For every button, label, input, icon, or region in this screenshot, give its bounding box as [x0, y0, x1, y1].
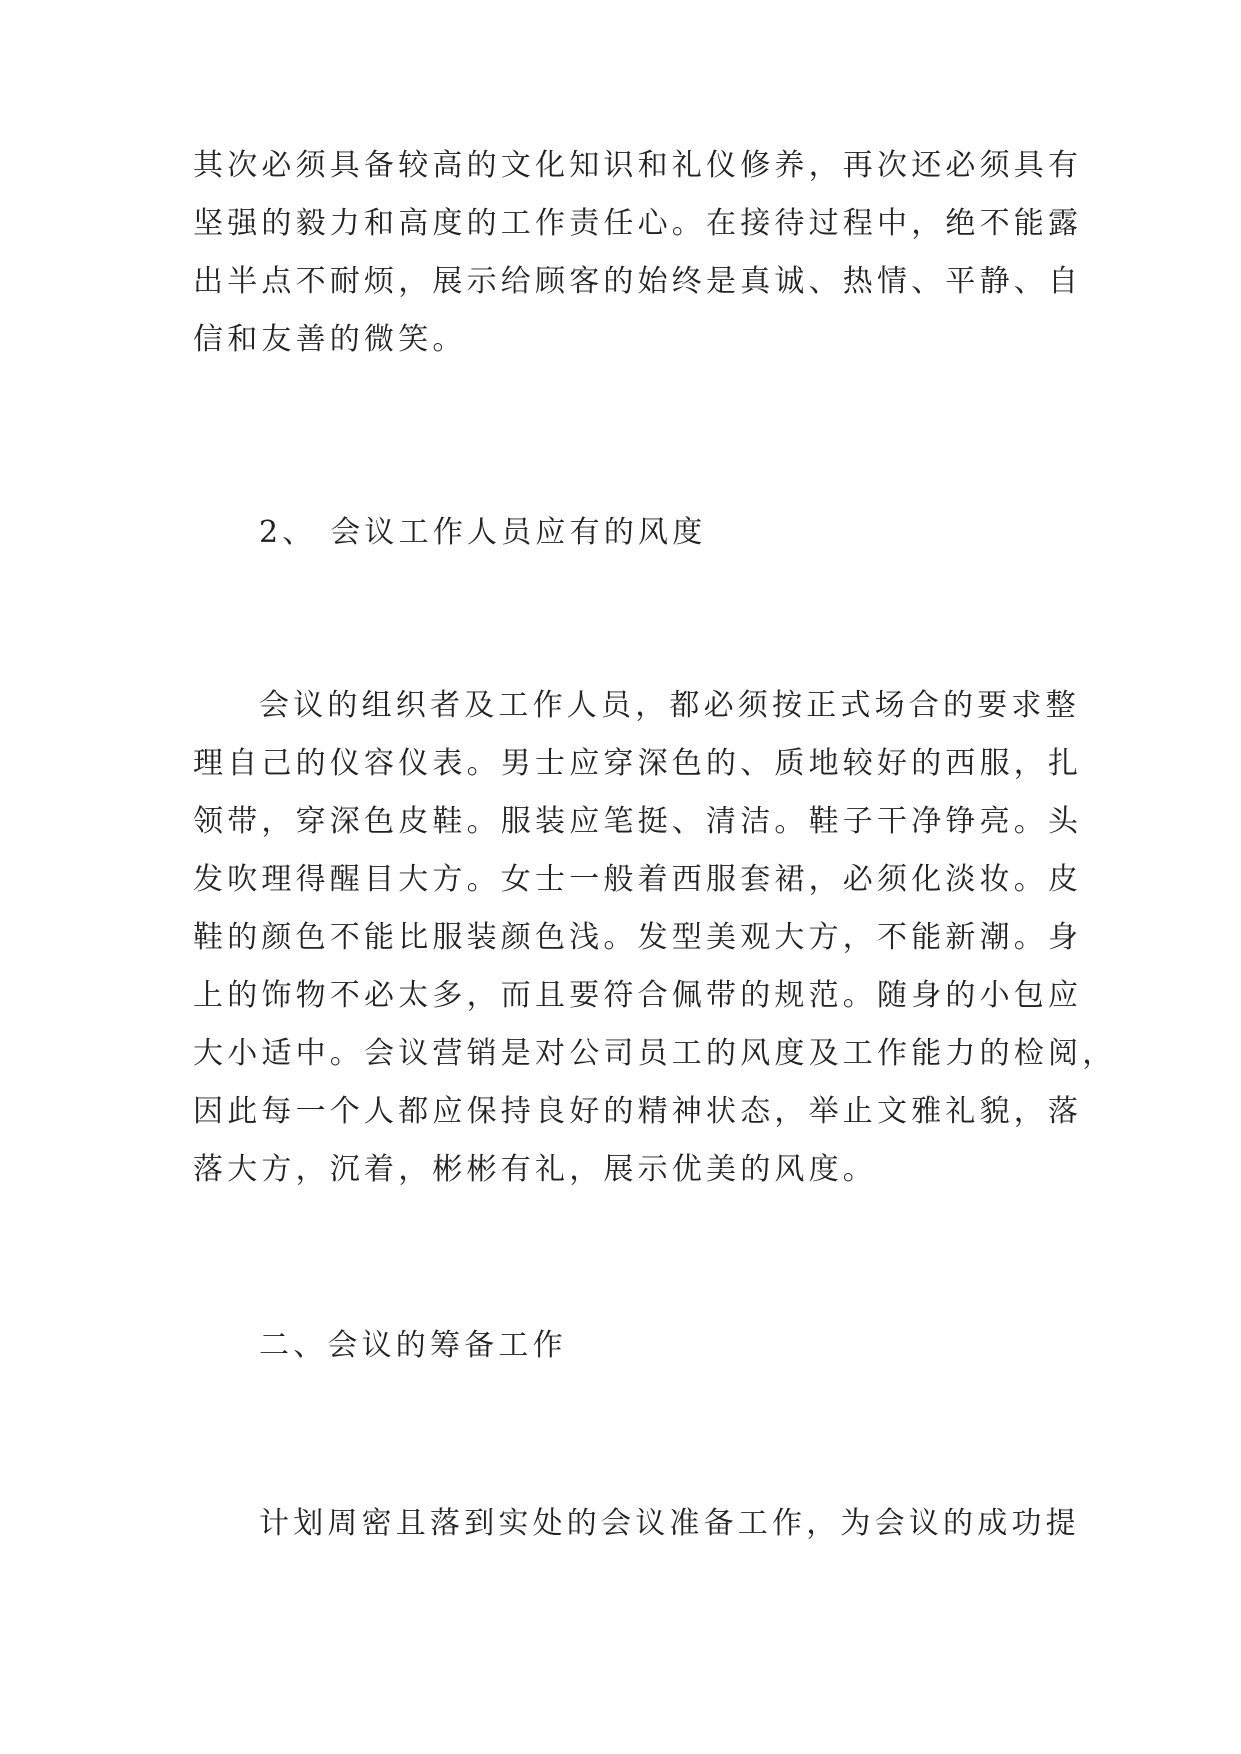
paragraph-line: 落大方，沉着，彬彬有礼，展示优美的风度。 [193, 1152, 877, 1187]
paragraph-line: 其次必须具备较高的文化知识和礼仪修养，再次还必须具有 [193, 148, 1083, 183]
paragraph-line: 领带，穿深色皮鞋。服装应笔挺、清洁。鞋子干净铮亮。头 [193, 804, 1083, 839]
paragraph-line: 信和友善的微笑。 [193, 322, 467, 357]
paragraph-line: 坚强的毅力和高度的工作责任心。在接待过程中，绝不能露 [193, 206, 1083, 241]
section-heading-3: 二、会议的筹备工作 [259, 1328, 567, 1363]
paragraph-2 [193, 677, 1116, 1199]
paragraph-line: 大小适中。会议营销是对公司员工的风度及工作能力的检阅， [193, 1036, 1117, 1071]
paragraph-line: 鞋的颜色不能比服装颜色浅。发型美观大方，不能新潮。身 [193, 920, 1083, 955]
paragraph-line: 会议的组织者及工作人员，都必须按正式场合的要求整 [259, 688, 1080, 723]
paragraph-line: 出半点不耐烦，展示给顾客的始终是真诚、热情、平静、自 [193, 264, 1083, 299]
section-heading-2: 2、 会议工作人员应有的风度 [259, 515, 707, 550]
paragraph-line: 计划周密且落到实处的会议准备工作，为会议的成功提 [259, 1506, 1080, 1541]
paragraph-line: 因此每一个人都应保持良好的精神状态，举止文雅礼貌，落 [193, 1094, 1083, 1129]
paragraph-line: 上的饰物不必太多，而且要符合佩带的规范。随身的小包应 [193, 978, 1083, 1013]
paragraph-1 [193, 137, 1082, 369]
paragraph-line: 发吹理得醒目大方。女士一般着西服套裙，必须化淡妆。皮 [193, 862, 1083, 897]
paragraph-line: 理自己的仪容仪表。男士应穿深色的、质地较好的西服，扎 [193, 746, 1083, 781]
paragraph-3 [193, 1495, 1080, 1553]
